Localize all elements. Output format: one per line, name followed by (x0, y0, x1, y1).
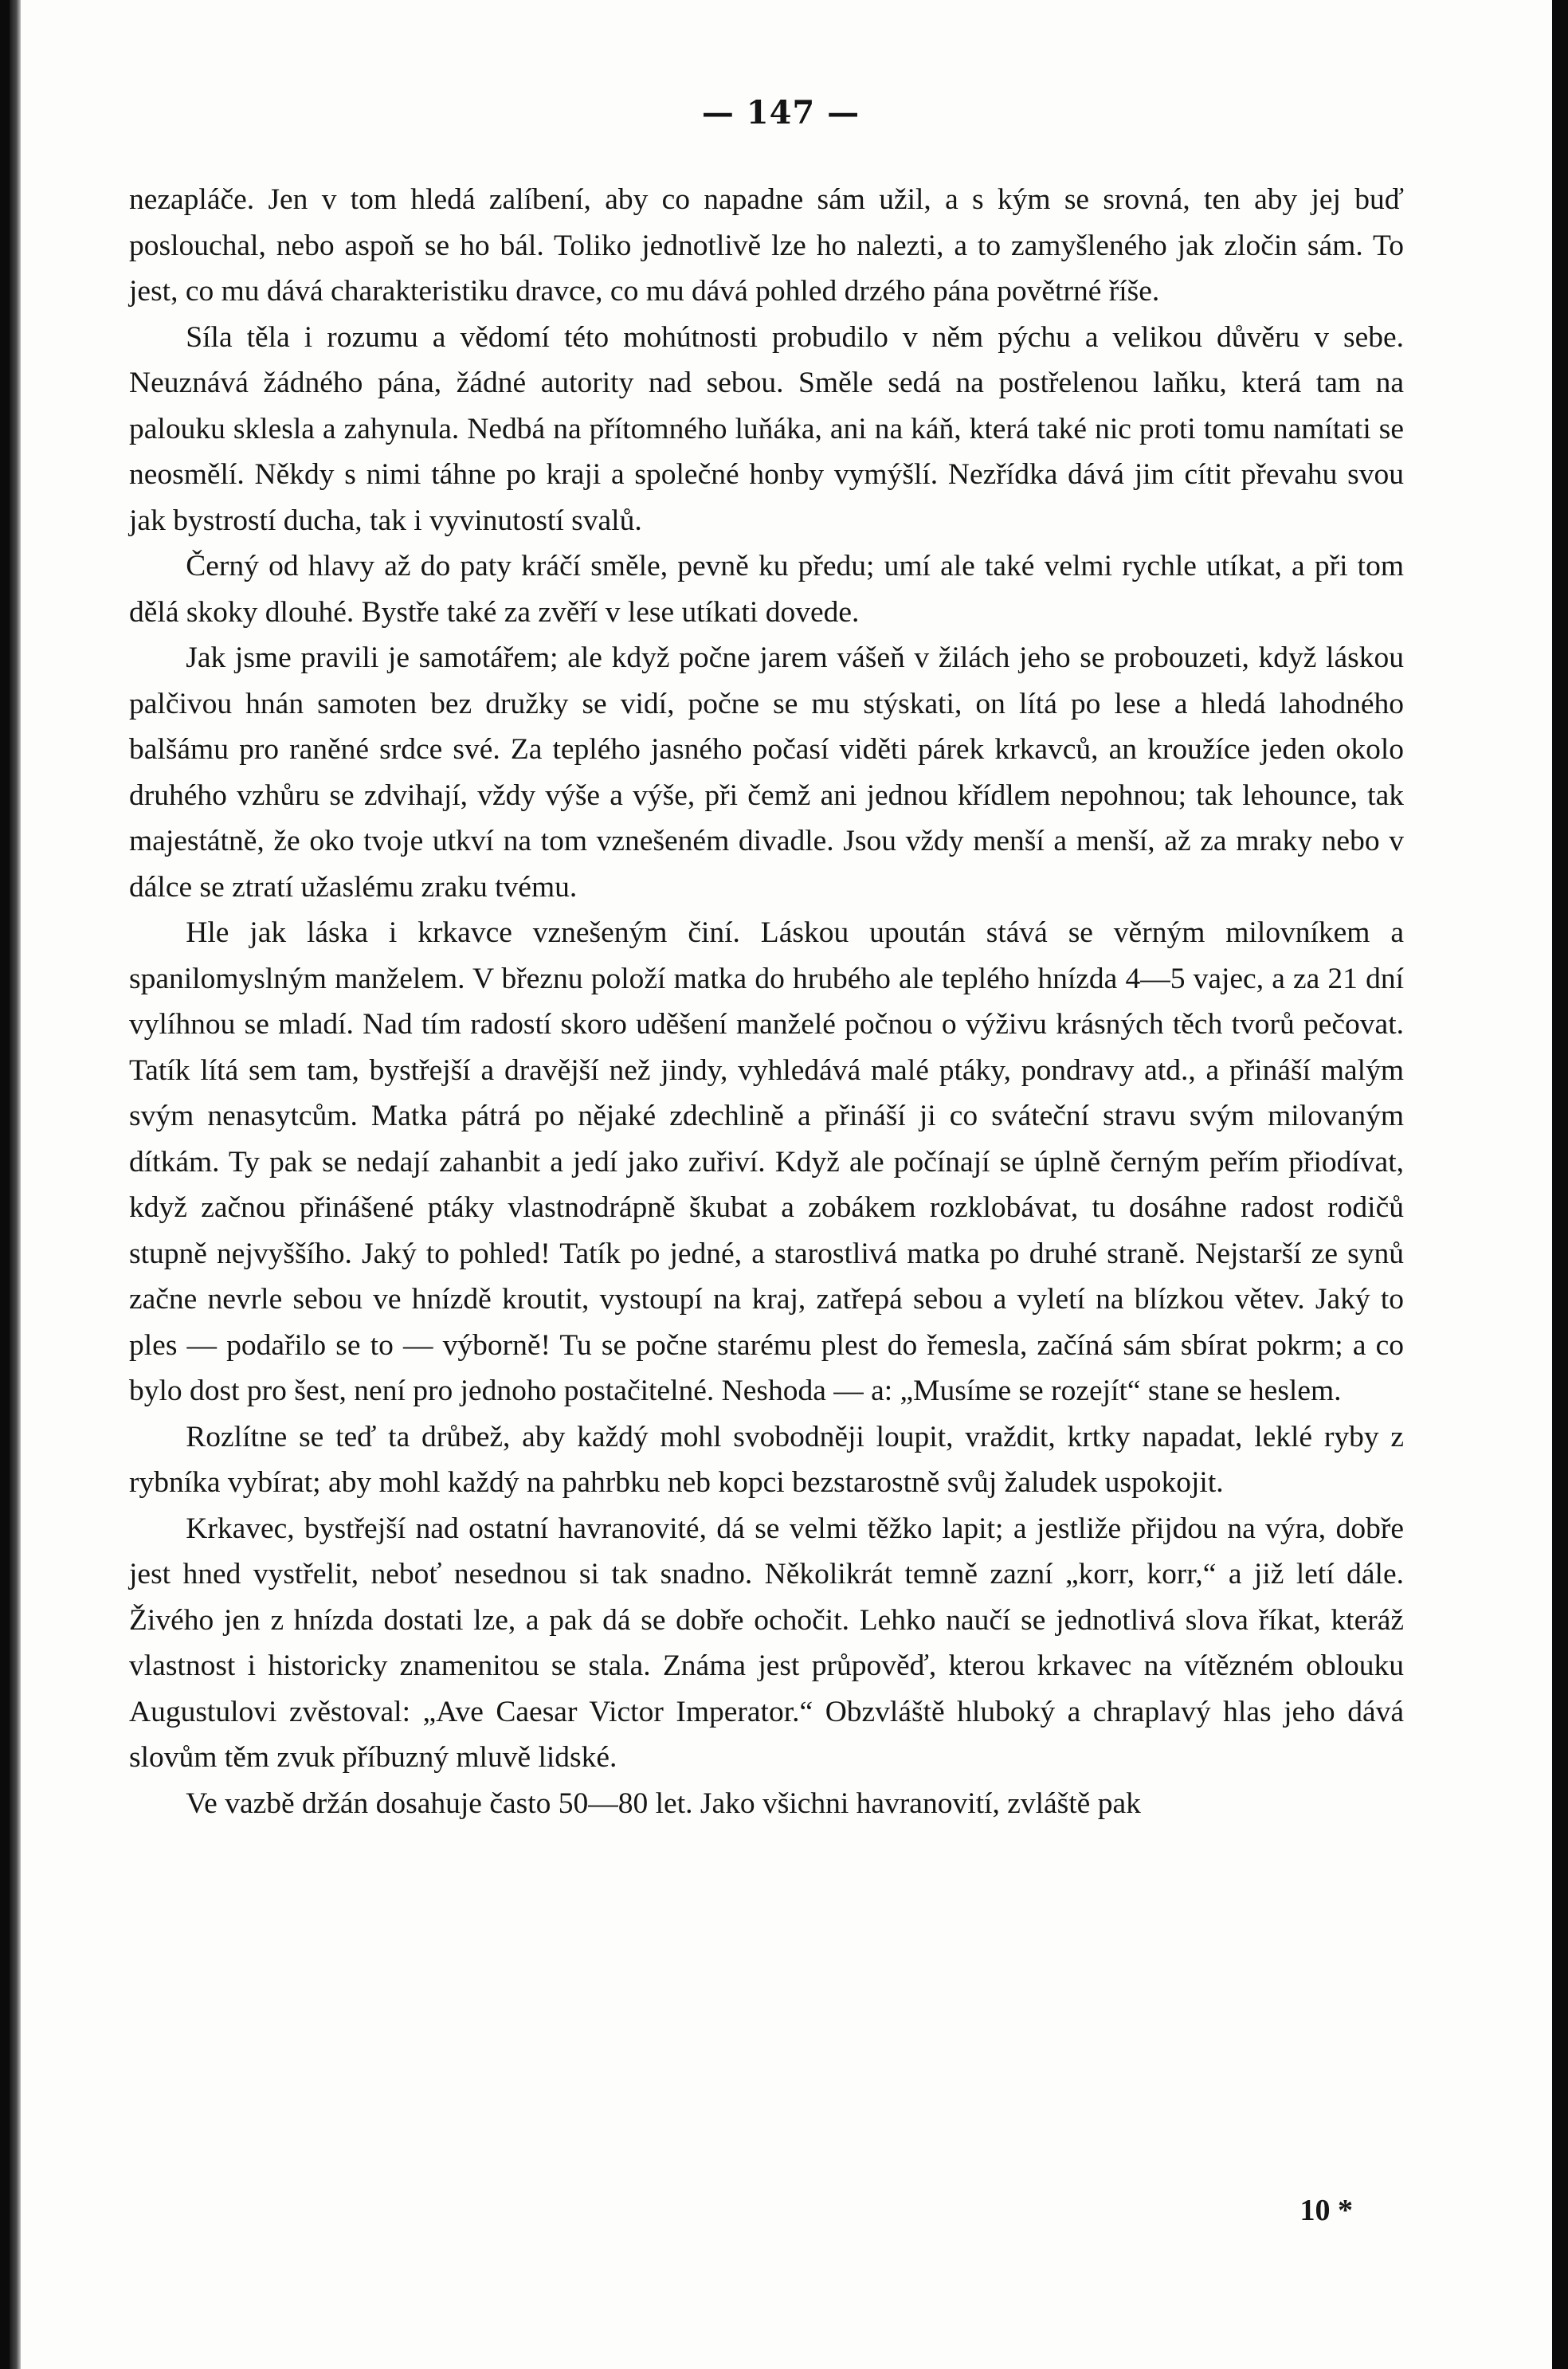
paragraph: Ve vazbě držán dosahuje často 50—80 let. Jako všichni havranovití, zvláště pak (186, 1787, 1141, 1820)
paragraph: Černý od hlavy až do paty kráčí směle, pevně ku předu; umí ale také velmi rychle utíkat, a při tom dělá skoky dlouhé. Bystře také za zvěří v lese utíkati dovede. (129, 550, 1404, 629)
paragraph: Síla těla i rozumu a vědomí této mohútnosti probudilo v něm pýchu a velikou důvěru v sebe. Neuznává žádného pána, žádné autority nad sebou. Směle sedá na postřelenou laňku, která tam na palouku sklesla a zahynula. Nedbá na přítomného luňáka, ani na káň, která také nic proti tomu namítati se neosmělí. Někdy s nimi táhne po kraji a společné honby vymýšlí. Nezřídka dává jim cítit převahu svou jak bystrostí ducha, tak i vyvinutostí svalů. (129, 320, 1404, 537)
paragraph: Hle jak láska i krkavce vznešeným činí. Láskou upoután stává se věrným milovníkem a spanilomyslným manželem. V březnu položí matka do hrubého ale teplého hnízda 4—5 vajec, a za 21 dní vylíhnou se mladí. Nad tím radostí skoro uděšení manželé počnou o výživu krásných těch tvorů pečovat. Tatík lítá sem tam, bystřejší a dravější než jindy, vyhledává malé ptáky, pondravy atd., a přináší malým svým nenasytcům. Matka pátrá po nějaké zdechlině a přináší ji co sváteční stravu svým milovaným dítkám. Ty pak se nedají zahanbit a jedí jako zuřiví. Když ale počínají se úplně černým peřím přiodívat, když začnou přinášené ptáky vlastnodrápně škubat a zobákem rozklobávat, tu dosáhne radost rodičů stupně nejvyššího. Jaký to pohled! Tatík po jedné, a starostlivá matka po druhé straně. Nejstarší ze synů začne nevrle sebou ve hnízdě kroutit, vystoupí na kraj, zatřepá sebou a vyletí na blízkou větev. Jaký to ples — podařilo se to — výborně! Tu se počne starému plest do řemesla, začíná sám sbírat pokrm; a co bylo dost pro šest, není pro jednoho postačitelné. Neshoda — a: „Musíme se rozejít“ stane se heslem. (129, 916, 1404, 1407)
page-body-text (129, 177, 1404, 1826)
book-page (10, 0, 1552, 2369)
paragraph: nezapláče. Jen v tom hledá zalíbení, aby co napadne sám užil, a s kým se srovná, ten aby jej buď poslouchal, nebo aspoň se ho bál. Toliko jednotlivě lze ho nalezti, a to zamyšleného jak zločin sám. To jest, co mu dává charakteristiku dravce, co mu dává pohled drzého pána povětrné říše. (129, 183, 1404, 308)
printer-signature-mark: 10 * (1299, 2194, 1353, 2227)
paragraph: Krkavec, bystřejší nad ostatní havranovité, dá se velmi těžko lapit; a jestliže přijdou na výra, dobře jest hned vystřelit, neboť nesednou si tak snadno. Několikrát temně zazní „korr, korr,“ a již letí dále. Živého jen z hnízda dostati lze, a pak dá se dobře ochočit. Lehko naučí se jednotlivá slova říkat, kteráž vlastnost i historicky znamenitou se stala. Známa jest průpověď, kterou krkavec na vítězném oblouku Augustulovi zvěstoval: „Ave Caesar Victor Imperator.“ Obzvláště hluboký a chraplavý hlas jeho dává slovům těm zvuk příbuzný mluvě lidské. (129, 1512, 1404, 1774)
paragraph: Jak jsme pravili je samotářem; ale když počne jarem vášeň v žilách jeho se probouzeti, když láskou palčivou hnán samoten bez družky se vidí, počne se mu stýskati, on lítá po lese a hledá lahodného balšámu pro raněné srdce své. Za teplého jasného počasí viděti párek krkavců, an kroužíce jeden okolo druhého vzhůru se zdvihají, vždy výše a výše, při čemž ani jednou křídlem nepohnou; tak lehounce, tak majestátně, že oko tvoje utkví na tom vznešeném divadle. Jsou vždy menší a menší, až za mraky nebo v dálce se ztratí užaslému zraku tvému. (129, 641, 1404, 904)
page-spine-edge (10, 0, 21, 2369)
page-number: — 147 — (701, 94, 860, 131)
paragraph: Rozlítne se teď ta drůbež, aby každý mohl svobodněji loupit, vraždit, krtky napadat, leklé ryby z rybníka vybírat; aby mohl každý na pahrbku neb kopci bezstarostně svůj žaludek uspokojit. (129, 1420, 1404, 1499)
